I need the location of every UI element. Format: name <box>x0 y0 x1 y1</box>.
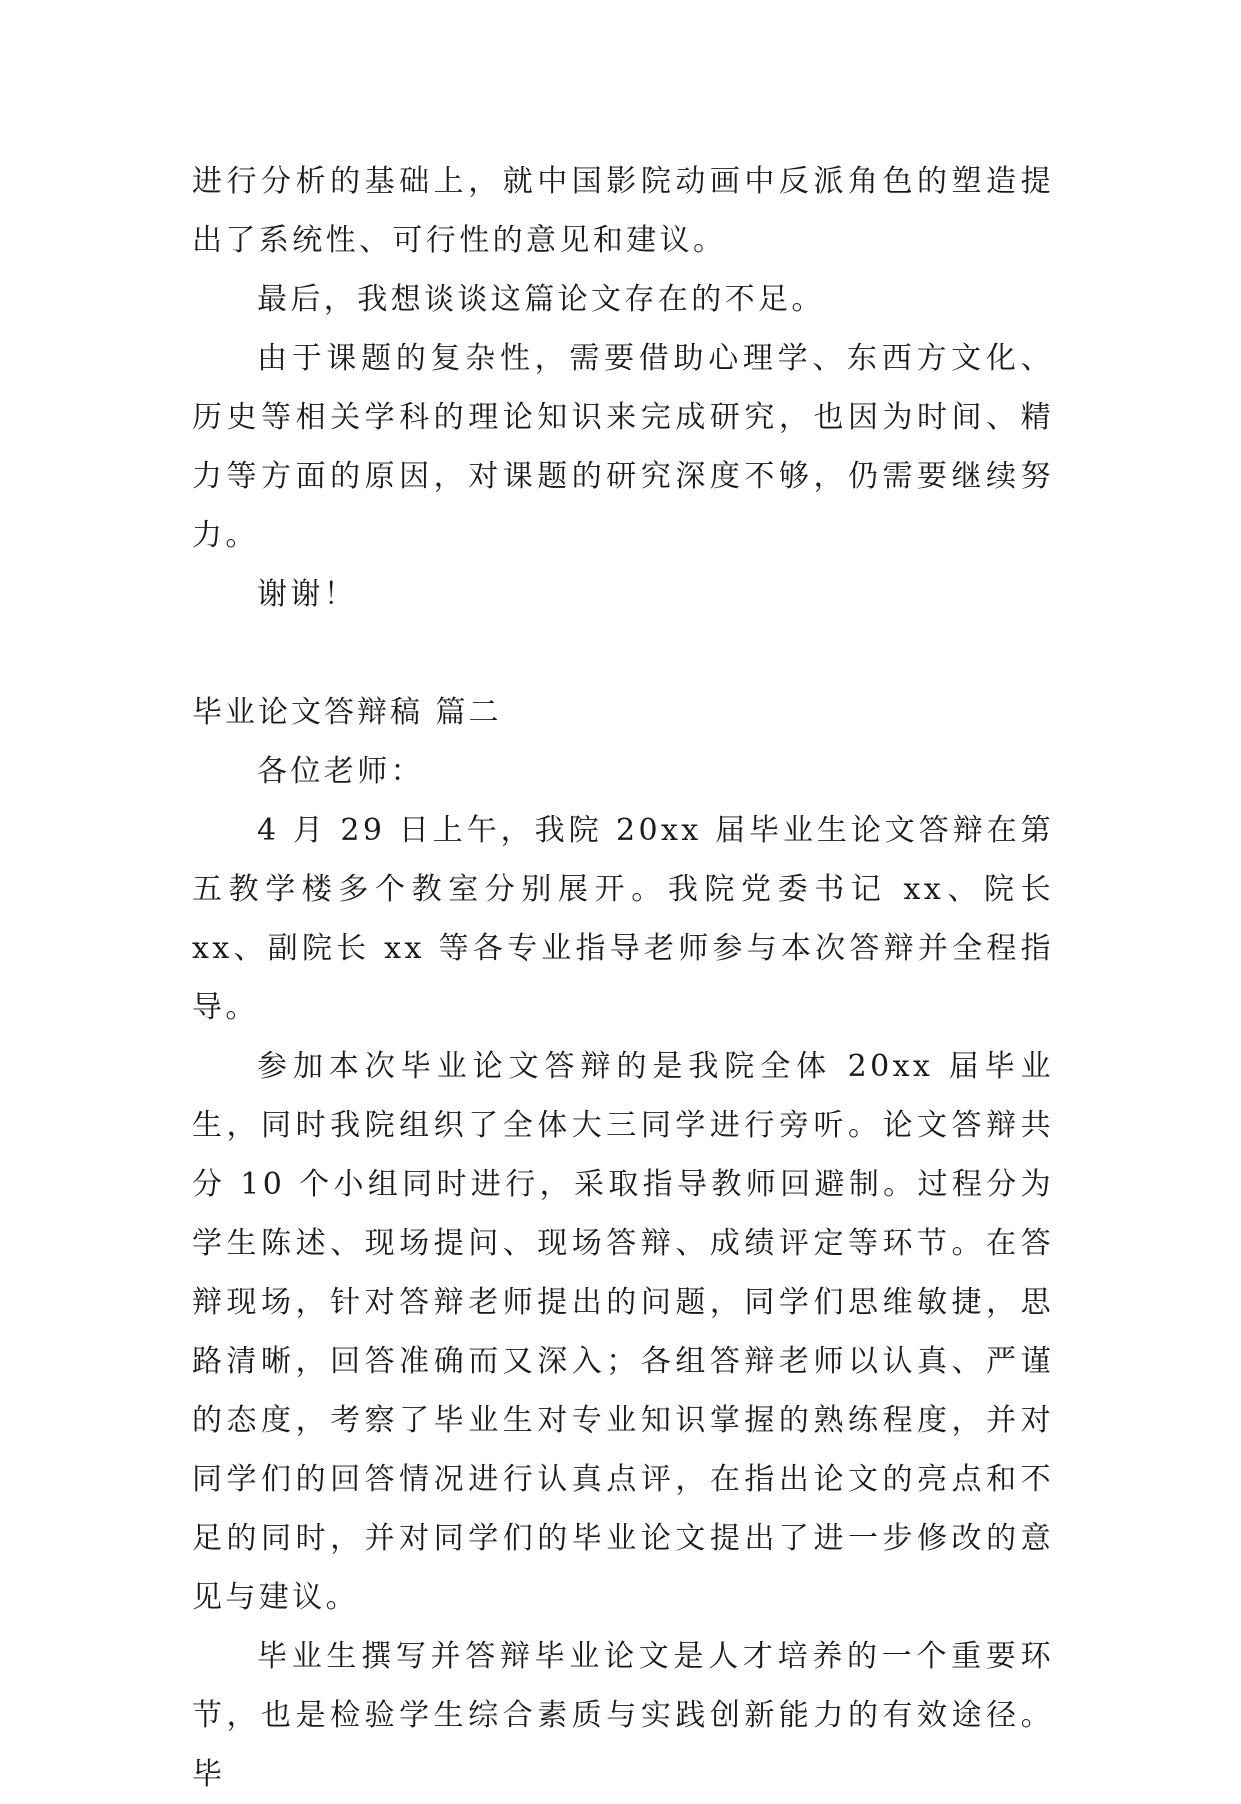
paragraph-defense-significance: 毕业生撰写并答辩毕业论文是人才培养的一个重要环节，也是检验学生综合素质与实践创新能力的有效途径。毕 <box>192 1639 1054 1792</box>
paragraph-thanks: 谢谢！ <box>257 577 358 612</box>
paragraph-shortcomings-intro: 最后，我想谈谈这篇论文存在的不足。 <box>257 282 825 317</box>
section-heading: 毕业论文答辩稿 篇二 <box>192 695 502 730</box>
paragraph-shortcomings-detail: 由于课题的复杂性，需要借助心理学、东西方文化、历史等相关学科的理论知识来完成研究，也因为时间、精力等方面的原因，对课题的研究深度不够，仍需要继续努力。 <box>192 341 1054 553</box>
paragraph-salutation: 各位老师： <box>257 754 424 789</box>
paragraph-analysis-conclusion: 进行分析的基础上，就中国影院动画中反派角色的塑造提出了系统性、可行性的意见和建议。 <box>192 164 1054 258</box>
paragraph-defense-process: 参加本次毕业论文答辩的是我院全体 20xx 届毕业生，同时我院组织了全体大三同学进行旁听。论文答辩共分 10 个小组同时进行，采取指导教师回避制。过程分为学生陈述、现场提问、现场答辩、成绩评定等环节。在答辩现场，针对答辩老师提出的问题，同学们思维敏捷，思路清晰，回答准确而又深入；各组答辩老师以认真、严谨的态度，考察了毕业生对专业知识掌握的熟练程度，并对同学们的回答情况进行认真点评，在指出论文的亮点和不足的同时，并对同学们的毕业论文提出了进一步修改的意见与建议。 <box>192 1049 1054 1615</box>
document-body <box>192 152 1067 1804</box>
paragraph-defense-date: 4 月 29 日上午，我院 20xx 届毕业生论文答辩在第五教学楼多个教室分别展开。我院党委书记 xx、院长 xx、副院长 xx 等各专业指导老师参与本次答辩并全程指导。 <box>192 813 1067 1025</box>
